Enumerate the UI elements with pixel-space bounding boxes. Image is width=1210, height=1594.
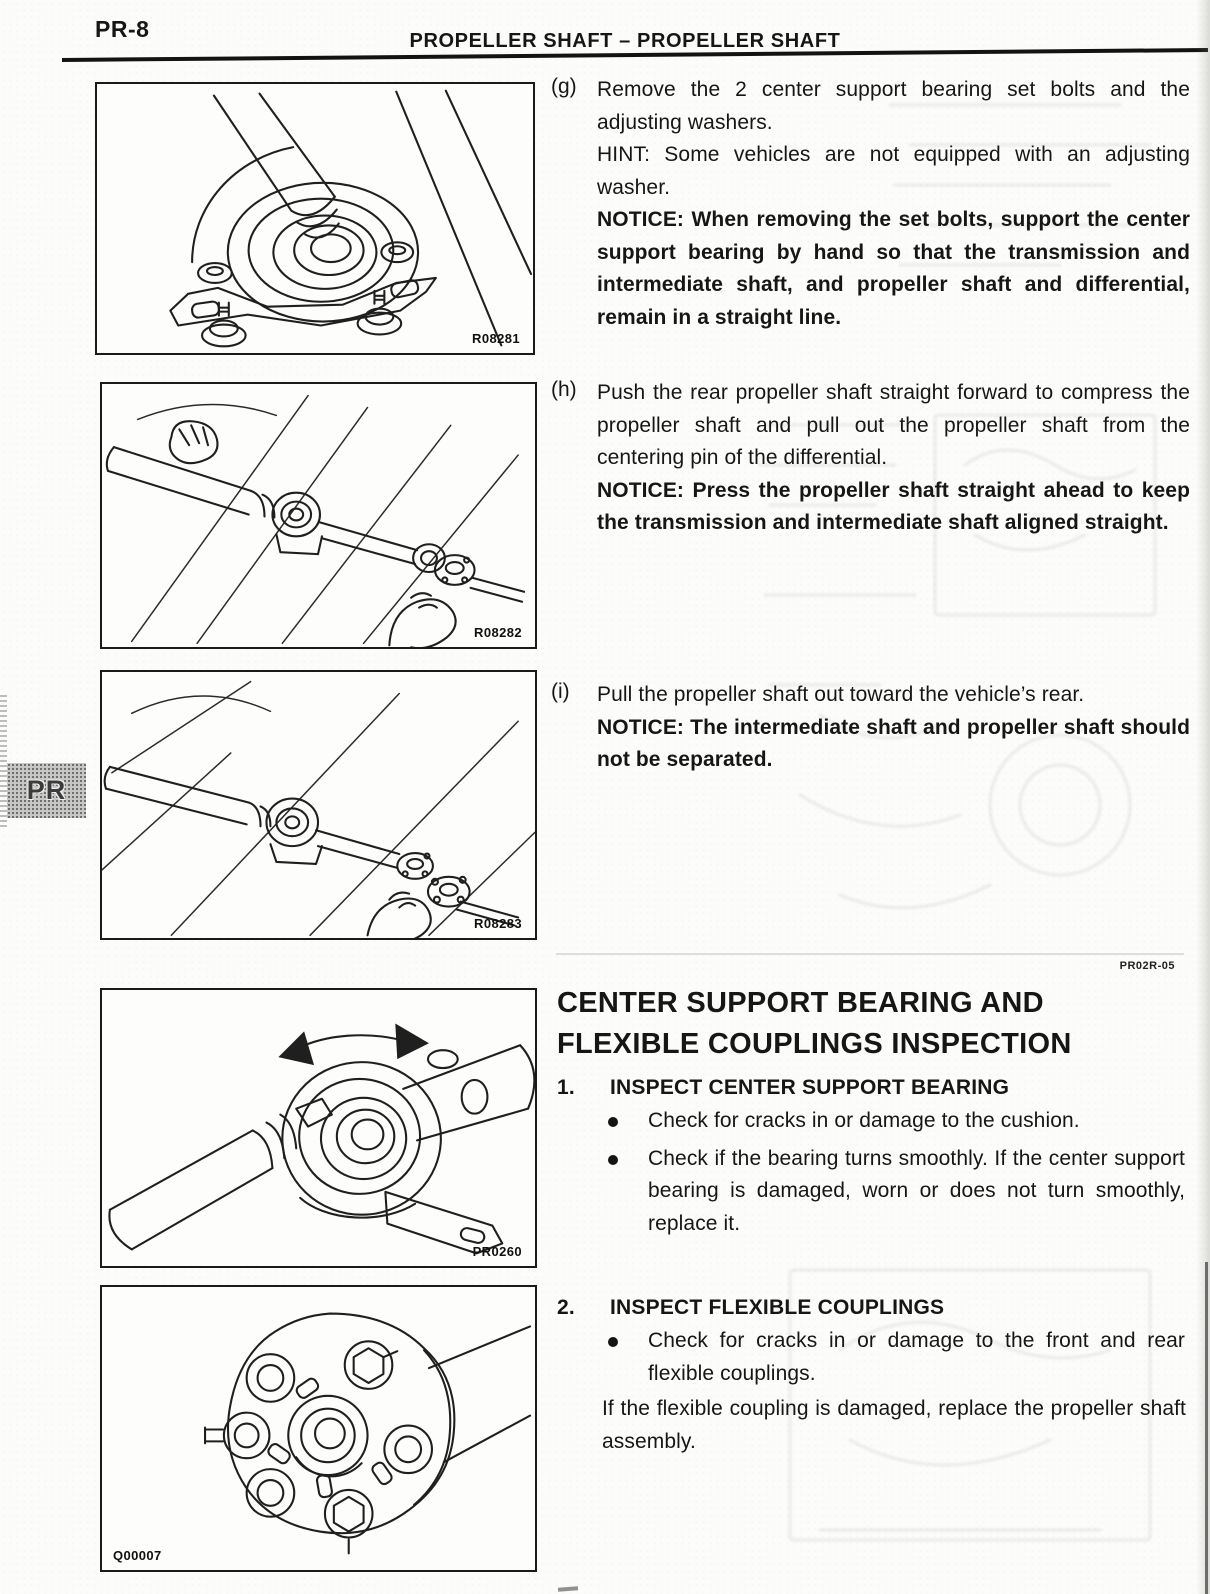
page-edge-line bbox=[1205, 1262, 1208, 1594]
list-item bbox=[550, 1105, 1190, 1138]
figure-code: Q00007 bbox=[113, 1548, 162, 1563]
section-tab-label: PR bbox=[26, 775, 67, 805]
item-number: 2. bbox=[557, 1296, 575, 1319]
item-note: If the flexible coupling is damaged, replace the propeller shaft assembly. bbox=[602, 1397, 1186, 1453]
figure-set-bolts bbox=[95, 82, 535, 355]
section-title-line2: FLEXIBLE COUPLINGS INSPECTION bbox=[557, 1028, 1072, 1060]
figure-pull-shaft bbox=[100, 670, 537, 940]
bullet-text: Check for cracks in or damage to the front and rear flexible couplings. bbox=[648, 1329, 1185, 1385]
bullet-text: Check if the bearing turns smoothly. If the center support bearing is damaged, worn or does not turn smoothly, replace it. bbox=[648, 1146, 1185, 1235]
step-notice: NOTICE: When removing the set bolts, support the center support bearing by hand so that the transmission and intermediate shaft, and propeller shaft and differential, remain in a straight line. bbox=[597, 208, 1190, 329]
section-title bbox=[557, 983, 1177, 1065]
section-title-line1: CENTER SUPPORT BEARING AND bbox=[557, 987, 1044, 1019]
step-label: (i) bbox=[551, 680, 570, 703]
page-number: PR-8 bbox=[95, 16, 150, 42]
figure-push-shaft bbox=[100, 382, 537, 649]
step-g bbox=[550, 74, 1190, 334]
item-heading: INSPECT FLEXIBLE COUPLINGS bbox=[610, 1296, 945, 1319]
push-shaft-drawing bbox=[102, 384, 535, 647]
step-hint: HINT: Some vehicles are not equipped with an adjusting washer. bbox=[597, 143, 1190, 199]
step-text: Pull the propeller shaft out toward the vehicle’s rear. bbox=[597, 683, 1085, 706]
figure-bearing-turn-check bbox=[100, 988, 537, 1268]
bullet-icon bbox=[608, 1117, 618, 1127]
bullet-icon bbox=[608, 1155, 618, 1165]
step-label: (g) bbox=[551, 75, 577, 98]
binding-dots bbox=[0, 695, 7, 827]
section-code: PR02R-05 bbox=[1119, 960, 1175, 972]
inspection-item-1 bbox=[550, 1076, 1190, 1240]
list-item bbox=[550, 1325, 1190, 1390]
step-text: Push the rear propeller shaft straight forward to compress the propeller shaft and pull out the propeller shaft from the centering pin of the differential. bbox=[597, 381, 1190, 469]
step-label: (h) bbox=[551, 378, 577, 401]
step-text: Remove the 2 center support bearing set bolts and the adjusting washers. bbox=[597, 78, 1190, 134]
page-title: PROPELLER SHAFT – PROPELLER SHAFT bbox=[409, 30, 841, 52]
step-i bbox=[550, 679, 1190, 777]
step-notice: NOTICE: Press the propeller shaft straight ahead to keep the transmission and intermediate shaft aligned straight. bbox=[597, 478, 1190, 534]
item-heading: INSPECT CENTER SUPPORT BEARING bbox=[610, 1076, 1010, 1099]
item-number: 1. bbox=[557, 1076, 575, 1099]
figure-code: R08281 bbox=[472, 331, 520, 346]
figure-code: PR0260 bbox=[472, 1244, 522, 1259]
step-notice: NOTICE: The intermediate shaft and propeller shaft should not be separated. bbox=[597, 715, 1190, 771]
bullet-icon bbox=[608, 1337, 618, 1347]
flexible-coupling-drawing bbox=[102, 1287, 535, 1570]
inspection-item-2 bbox=[550, 1296, 1190, 1458]
list-item bbox=[550, 1143, 1190, 1241]
bullet-text: Check for cracks in or damage to the cushion. bbox=[648, 1109, 1080, 1132]
set-bolts-drawing bbox=[97, 84, 533, 353]
figure-code: R08282 bbox=[474, 625, 522, 640]
figure-code: R08283 bbox=[474, 916, 522, 931]
step-h bbox=[550, 377, 1190, 540]
figure-flexible-coupling bbox=[100, 1285, 537, 1572]
bleedthrough-rule bbox=[556, 953, 1184, 955]
scan-artifact bbox=[558, 1586, 578, 1591]
pull-shaft-drawing bbox=[102, 672, 535, 938]
section-tab-pr bbox=[7, 763, 86, 818]
bearing-turn-drawing bbox=[102, 990, 535, 1266]
